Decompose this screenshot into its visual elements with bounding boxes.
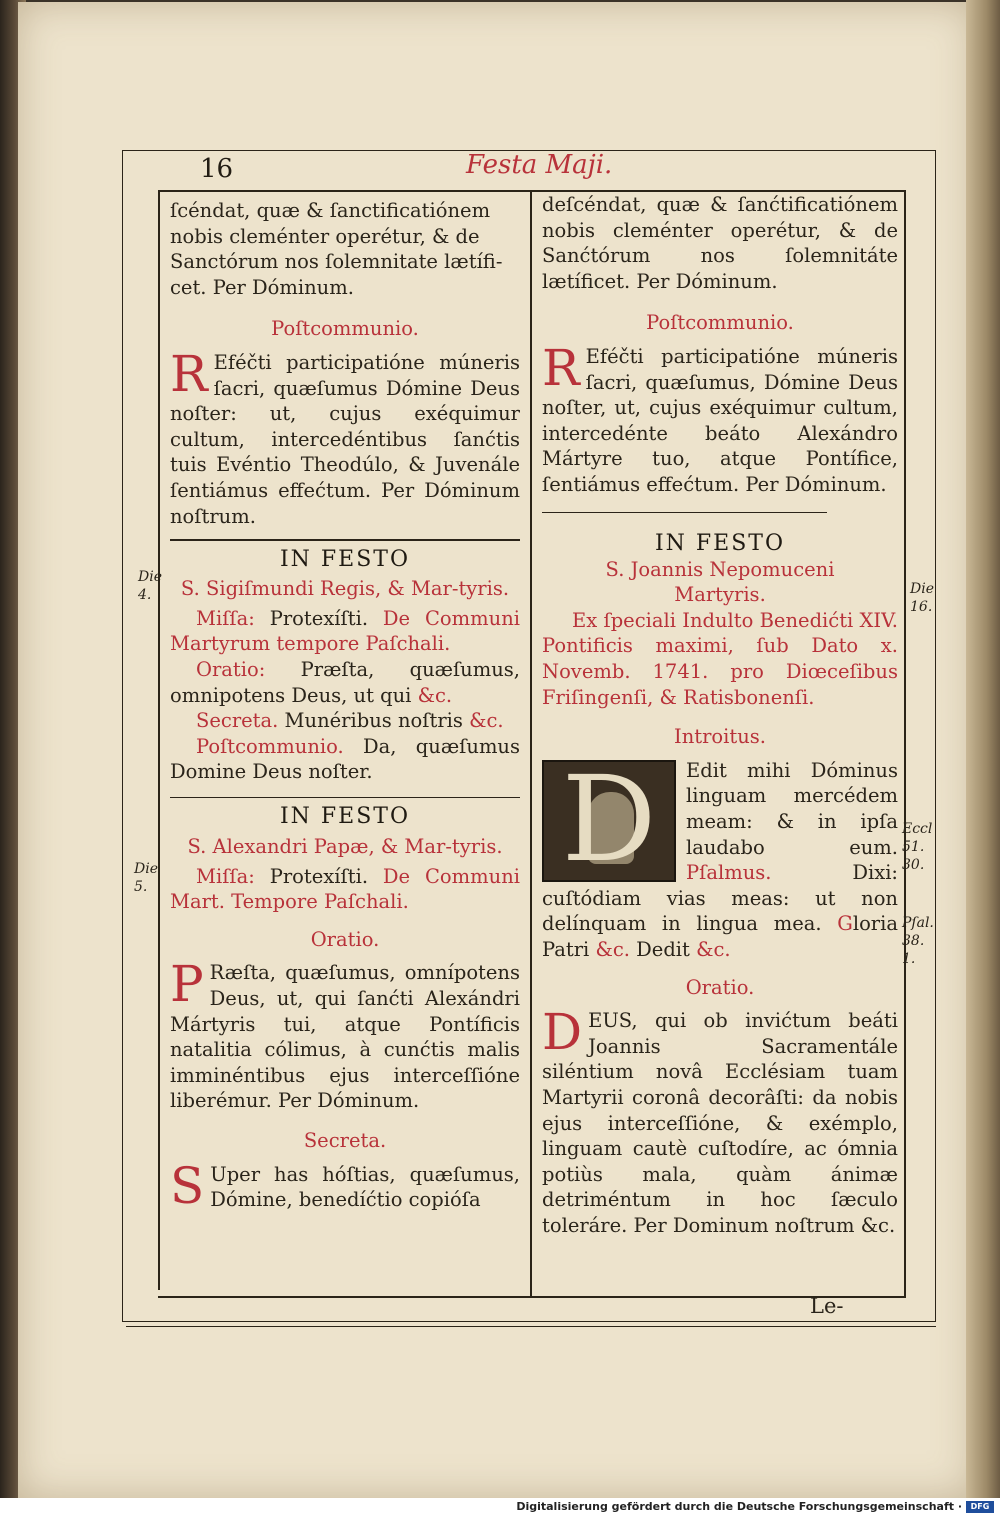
oratio-text: Ræſta, quæſumus, omnípotens Deus, ut, qui ſanćti Alexándri Mártyris tui, atque Pontíficis natalitia cólimus, à cunćtis malis imminéntibus ejus interceſſióne liberémur. Per Dóminum. <box>170 961 520 1113</box>
outer-bottom-rule <box>126 1326 936 1327</box>
rubric-line <box>170 864 520 915</box>
margin-note-die-5 <box>134 860 158 896</box>
oratio-text: EUS, qui ob invićtum beáti Joannis Sacramentále siléntium novâ Ecclésiam tuam Martyrii coronâ decorâſti: da nobis ejus interceſſióne, & exémplo, linguam cautè cuſtodíre, ac ómnia potiùs mala, quàm ánimæ detriméntum in hoc ſæculo toleráre. Per Dominum noſtrum &c. <box>542 1009 898 1237</box>
drop-cap: R <box>170 344 208 403</box>
festo-rubrics <box>170 606 520 785</box>
etc-mark: &c. <box>595 937 630 961</box>
drop-cap: R <box>542 338 580 397</box>
psalmus-label: Pſalmus. <box>686 861 772 885</box>
drop-cap: S <box>170 1156 205 1215</box>
margin-note-line: 4. <box>138 587 152 603</box>
rubric-text: Munéribus noſtris <box>278 709 470 733</box>
festo-title: S. Alexandri Papæ, & Mar-tyris. <box>187 835 503 859</box>
indult-text: Ex ſpeciali Indulto Benedićti XIV. Pontificis maximi, ſub Dato x. Novemb. 1741. pro Diœceſibus Friſingenſi, & Ratisbonenſi. <box>542 608 898 709</box>
section-divider <box>170 539 520 541</box>
postcommunio-text: Eféčti participatióne múneris ſacri, quæſumus, Dómine Deus noſter, ut, cujus exéquimur cultum, intercedénte beáto Alexándro Mártyre tuo, atque Pontífice, ſentiámus effećtum. Per Dóminum. <box>542 344 898 496</box>
rubric-label: Oratio: <box>196 658 266 681</box>
drop-cap: D <box>542 1003 583 1062</box>
secreta-heading: Secreta. <box>303 1129 387 1152</box>
margin-note-die-16 <box>910 580 934 616</box>
oratio-heading: Oratio. <box>685 975 755 999</box>
festo-title-line: S. Joannis Nepomuceni <box>605 557 835 581</box>
postcommunio-text: Eféčti participatióne múneris ſacri, quæſumus Dómine Deus noſter: ut, cujus exéquimur cultum, intercedéntibus ſanćtis tuis Evéntio Theodúlo, & Juvenále ſentiámus effećtum. Per Dóminum noſtrum. <box>170 350 520 528</box>
margin-note-line: 16. <box>910 599 933 615</box>
page-stack-edge <box>966 0 1000 1500</box>
ornamental-initial-letter: D <box>561 749 657 888</box>
intro-line: Sanctórum nos ſolemnitate lætífi- <box>170 250 503 274</box>
margin-note-line: 51. <box>902 839 925 855</box>
oratio-heading: Oratio. <box>310 927 380 951</box>
right-inner-rule <box>904 190 906 1296</box>
intro-line: nobis cleménter operétur, & de <box>170 224 480 248</box>
rubric-red-text: &c. <box>469 709 504 733</box>
page-number: 16 <box>200 154 234 184</box>
postcommunio-paragraph <box>542 338 898 498</box>
left-column <box>170 198 520 1213</box>
rubric-text: Præſta, quæſumus, omnipotens Deus, ut qui <box>170 658 520 707</box>
gloria-initial: G <box>837 912 853 936</box>
rubric-line <box>170 734 520 785</box>
margin-note-line: 5. <box>134 879 148 895</box>
oratio-paragraph <box>542 1003 898 1238</box>
postcommunio-heading: Poſtcommunio. <box>271 317 419 341</box>
rubric-label: Poſtcommunio. <box>196 734 344 758</box>
margin-note-eccl <box>902 820 932 874</box>
etc-mark: &c. <box>696 937 731 961</box>
introitus-text: loria Patri <box>542 912 898 961</box>
introitus-text: Dixi: cuſtódiam vias meas: ut non delínquam in lingua mea. <box>542 861 898 936</box>
rubric-text: Da, quæſumus Domine Deus noſter. <box>170 734 520 784</box>
left-inner-rule <box>158 190 160 1290</box>
margin-note-psal <box>902 914 934 968</box>
oratio-paragraph <box>170 955 520 1114</box>
rubric-label: Miſſa: <box>196 606 255 630</box>
footer-credit: Digitalisierung gefördert durch die Deutsche Forschungsgemeinschaft · <box>516 1500 962 1513</box>
rubric-red-text: De Communi Mart. Tempore Paſchali. <box>170 864 520 914</box>
festo-heading: IN FESTO <box>654 531 786 557</box>
secreta-text: Uper has hóſtias, quæſumus, Dómine, benedíćtio copióſa <box>210 1162 520 1212</box>
introitus-text: Edit mihi Dóminus linguam mercédem meam: & in ipſa laudabo eum. <box>686 758 898 859</box>
margin-note-line: Die <box>910 581 934 597</box>
introitus-heading: Introitus. <box>674 725 766 749</box>
margin-note-line: Pſal. <box>902 915 934 931</box>
ornamental-initial-image <box>542 749 676 888</box>
rubric-label: Miſſa: <box>196 864 255 888</box>
right-intro: deſcéndat, quæ & ſanćtificatiónem nobis cleménter operétur, & de Sanćtórum nos ſolemnitáte lætíficet. Per Dóminum. <box>542 193 898 293</box>
rubric-text: Protexíſti. <box>254 864 383 888</box>
running-head: Festa Maji. <box>466 150 613 180</box>
margin-note-line: Die <box>138 569 162 585</box>
digitization-footer <box>0 1498 1000 1516</box>
festo-heading: IN FESTO <box>279 546 411 572</box>
rubric-red-text: &c. <box>417 683 453 707</box>
introitus-paragraph <box>542 749 898 963</box>
rubric-text: Protexíſti. <box>254 606 383 630</box>
festo-title: S. Sigiſmundi Regis, & Mar-tyris. <box>180 577 510 601</box>
dfg-logo-icon: DFG <box>966 1501 994 1513</box>
intro-line: ſcéndat, quæ & ſanctificatiónem <box>170 199 491 222</box>
drop-cap: P <box>170 955 204 1014</box>
margin-note-line: 30. <box>902 857 925 873</box>
margin-note-line: 38. <box>902 933 925 949</box>
secreta-paragraph <box>170 1156 520 1215</box>
margin-note-line: 1. <box>902 951 916 967</box>
section-divider <box>170 797 520 799</box>
center-column-rule <box>530 190 532 1296</box>
postcommunio-heading: Poſtcommunio. <box>646 311 794 335</box>
postcommunio-paragraph <box>170 344 520 529</box>
right-column <box>542 192 898 1238</box>
rubric-label: Secreta. <box>196 709 279 733</box>
festo-heading: IN FESTO <box>279 804 411 830</box>
margin-note-line: Die <box>134 861 158 877</box>
rubric-red-text: De Communi Martyrum tempore Paſchali. <box>170 606 520 656</box>
left-intro <box>170 198 520 300</box>
footer-rule <box>158 1296 906 1298</box>
catchword: Le- <box>810 1294 844 1318</box>
rubric-line <box>170 606 520 657</box>
rubric-line <box>170 708 520 734</box>
intro-line: cet. Per Dóminum. <box>170 275 354 299</box>
festo-title-line: Martyris. <box>674 583 766 607</box>
section-divider <box>542 512 827 514</box>
margin-note-die-4 <box>138 568 162 604</box>
introitus-text: Dedit <box>629 937 697 961</box>
margin-note-line: Eccl <box>902 821 933 837</box>
rubric-line <box>170 657 520 708</box>
